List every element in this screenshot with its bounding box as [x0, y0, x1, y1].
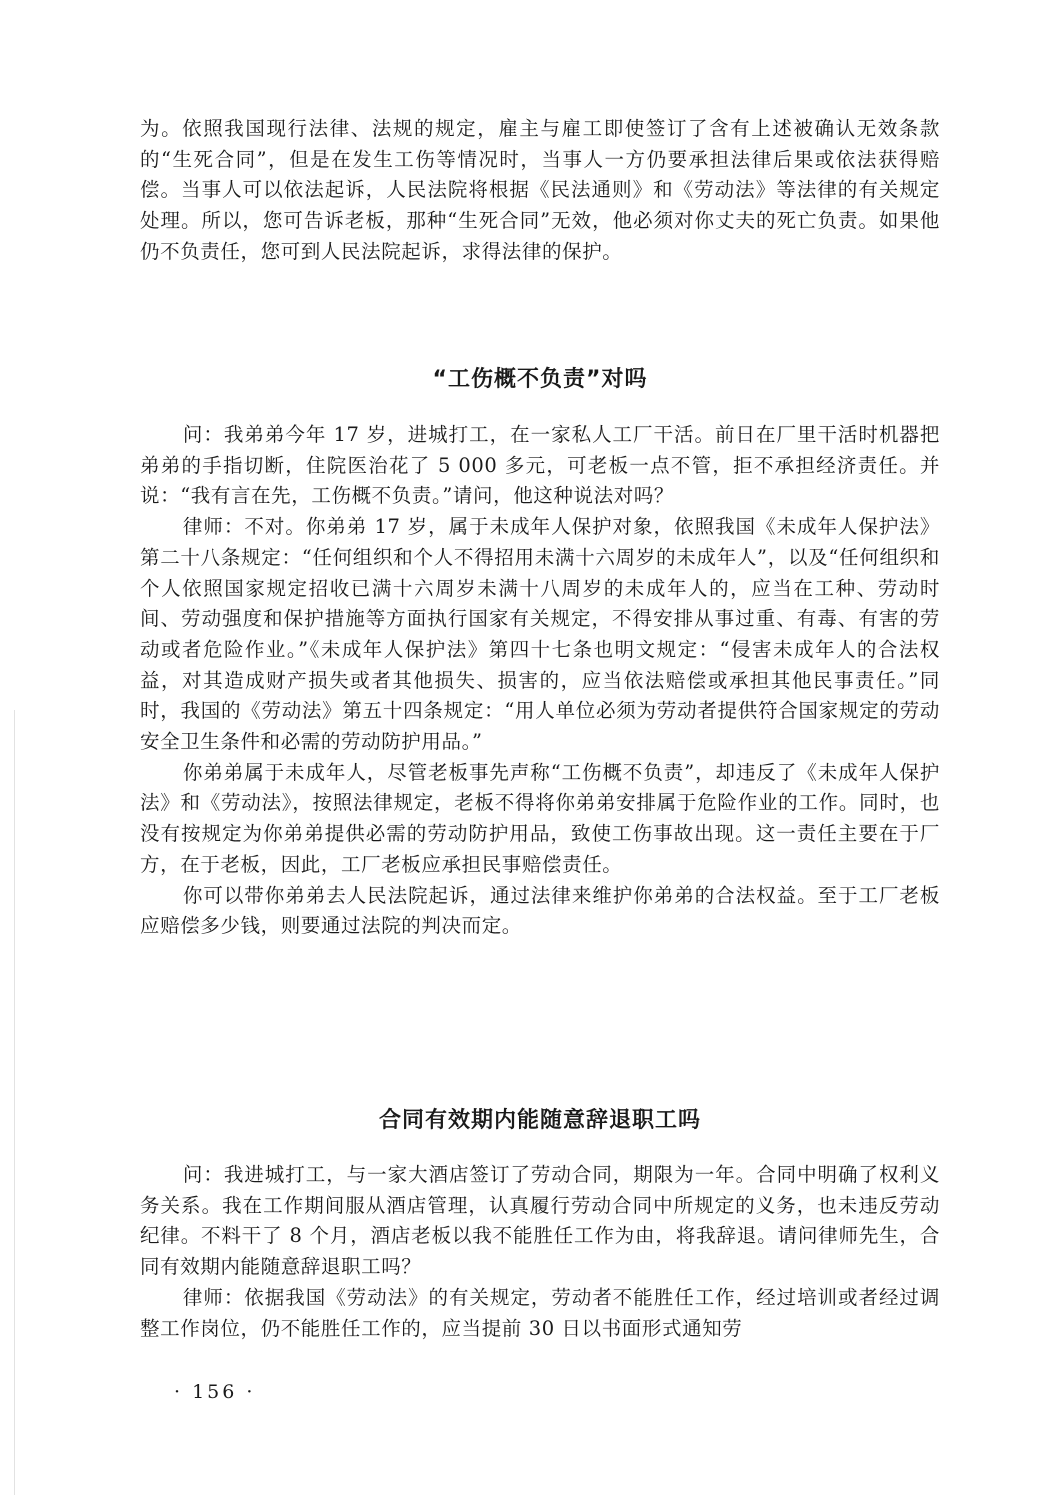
intro-block — [140, 114, 940, 268]
page-number: · 156 · — [174, 1381, 256, 1403]
section-2-body — [140, 1160, 940, 1344]
intro-paragraph: 为。依照我国现行法律、法规的规定，雇主与雇工即使签订了含有上述被确认无效条款的“生死合同”，但是在发生工伤等情况时，当事人一方仍要承担法律后果或依法获得赔偿。当事人可以依法起诉，人民法院将根据《民法通则》和《劳动法》等法律的有关规定处理。所以，您可告诉老板，那种“生死合同”无效，他必须对你丈夫的死亡负责。如果他仍不负责任，您可到人民法院起诉，求得法律的保护。 — [140, 117, 940, 263]
answer-paragraph: 你可以带你弟弟去人民法院起诉，通过法律来维护你弟弟的合法权益。至于工厂老板应赔偿多少钱，则要通过法院的判决而定。 — [140, 883, 940, 938]
scan-edge-line — [14, 710, 15, 1495]
answer-paragraph: 你弟弟属于未成年人，尽管老板事先声称“工伤概不负责”，却违反了《未成年人保护法》和《劳动法》，按照法律规定，老板不得将你弟弟安排属于危险作业的工作。同时，也没有按规定为你弟弟提供必需的劳动防护用品，致使工伤事故出现。这一责任主要在于厂方，在于老板，因此，工厂老板应承担民事赔偿责任。 — [140, 760, 940, 876]
section-2-title: 合同有效期内能随意辞退职工吗 — [378, 1108, 701, 1133]
section-1-title: “工伤概不负责”对吗 — [432, 367, 648, 392]
section-1-body — [140, 420, 940, 942]
answer-paragraph: 律师：不对。你弟弟 17 岁，属于未成年人保护对象，依照我国《未成年人保护法》第二十八条规定：“任何组织和个人不得招用未满十六周岁的未成年人”，以及“任何组织和个人依照国家规定招收已满十六周岁未满十八周岁的未成年人的，应当在工种、劳动时间、劳动强度和保护措施等方面执行国家有关规定，不得安排从事过重、有毒、有害的劳动或者危险作业。”《未成年人保护法》第四十七条也明文规定：“侵害未成年人的合法权益，对其造成财产损失或者其他损失、损害的，应当依法赔偿或承担其他民事责任。”同时，我国的《劳动法》第五十四条规定：“用人单位必须为劳动者提供符合国家规定的劳动安全卫生条件和必需的劳动防护用品。” — [140, 515, 940, 754]
question-paragraph: 问：我进城打工，与一家大酒店签订了劳动合同，期限为一年。合同中明确了权利义务关系。我在工作期间服从酒店管理，认真履行劳动合同中所规定的义务，也未违反劳动纪律。不料干了 8 个月，酒店老板以我不能胜任工作为由，将我辞退。请问律师先生，合同有效期内能随意辞退职工吗？ — [140, 1163, 940, 1279]
answer-paragraph: 律师：依据我国《劳动法》的有关规定，劳动者不能胜任工作，经过培训或者经过调整工作岗位，仍不能胜任工作的，应当提前 30 日以书面形式通知劳 — [140, 1285, 940, 1340]
question-paragraph: 问：我弟弟今年 17 岁，进城打工，在一家私人工厂干活。前日在厂里干活时机器把弟弟的手指切断，住院医治花了 5 000 多元，可老板一点不管，拒不承担经济责任。并说：“我有言在先，工伤概不负责。”请问，他这种说法对吗？ — [140, 423, 940, 508]
